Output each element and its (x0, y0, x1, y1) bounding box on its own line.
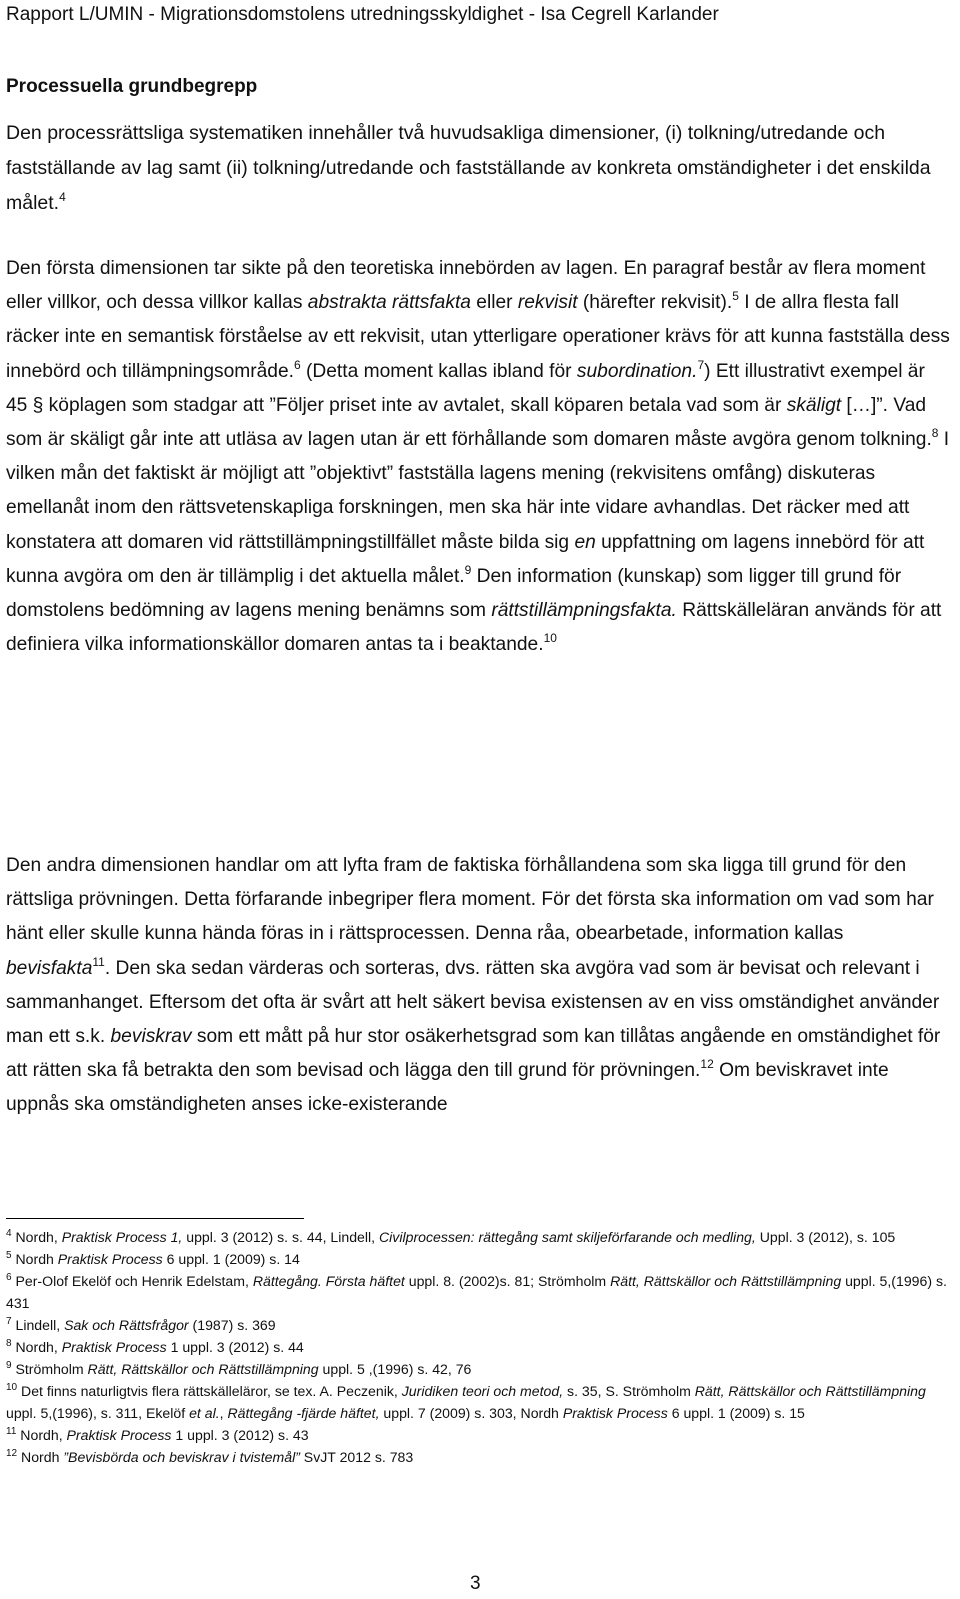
footnote-8 (6, 1336, 951, 1358)
italic-title: Rätt, Rättskällor och Rättstillämpning (610, 1273, 842, 1289)
text-run: 1 uppl. 3 (2012) s. 43 (171, 1427, 309, 1443)
footnote-separator (6, 1218, 304, 1219)
text-run: uppl. 5,(1996) s. 431 (6, 1273, 947, 1311)
text-run: Nordh, (16, 1427, 67, 1443)
italic-term: beviskrav (110, 1026, 192, 1048)
footnote-number: 10 (6, 1382, 18, 1393)
text-run: I vilken mån det faktiskt är möjligt att ”objektivt” fastställa lagens mening (rekvisitens omfång) diskuteras emellanåt inom den rättsvetenskapliga forskningen, men ska här inte vidare avhandlas. Det räcker med att konstatera att domaren vid rättstillämpningstillfället måste bilda sig (6, 429, 950, 553)
text-run: eller (470, 292, 518, 314)
italic-title: Rätt, Rättskällor och Rättstillämpning (694, 1383, 926, 1399)
text-run: , (219, 1405, 228, 1421)
intro-paragraph (6, 116, 951, 221)
footnote-ref-7[interactable]: 7 (697, 357, 705, 372)
text-run: uppl. 5 ,(1996) s. 42, 76 (318, 1361, 472, 1377)
section-heading: Processuella grundbegrepp (6, 76, 258, 97)
footnote-ref-9[interactable]: 9 (464, 562, 472, 577)
italic-title: Civilprocessen: rättegång samt skiljeförfarande och medling, (378, 1229, 756, 1245)
text-run: . Den ska sedan värderas och sorteras, dvs. rätten ska avgöra vad som är bevisat och relevant i sammanhanget. Eftersom det ofta är svårt att helt säkert bevisa existensen av en viss omständighet använder man ett s.k. (6, 957, 940, 1048)
text-run: s. 35, S. Strömholm (563, 1383, 695, 1399)
page-number: 3 (470, 1573, 481, 1594)
text-run: Den information (kunskap) som ligger till grund för domstolens bedömning av lagens mening benämns som (6, 565, 902, 622)
text-run: uppl. 8. (2002)s. 81; Strömholm (404, 1273, 611, 1289)
footnotes (6, 1226, 951, 1468)
italic-title: Rättegång. Första häftet (252, 1273, 405, 1289)
text-run: Lindell, (11, 1317, 65, 1333)
footnote-ref-6[interactable]: 6 (293, 357, 301, 372)
footnote-number: 6 (6, 1272, 12, 1283)
footnote-ref-11[interactable]: 11 (92, 954, 105, 969)
footnote-number: 4 (6, 1228, 12, 1239)
text-run: Nordh, (11, 1339, 62, 1355)
text-run: En paragraf består av flera moment eller villkor, och dessa villkor kallas (6, 258, 926, 314)
intro-text: Den processrättsliga systematiken innehåller två huvudsakliga dimensioner, (i) tolkning/utredande och fastställande av lag samt (ii) tolkning/utredande och fastställande av konkreta omständigheter i det enskilda målet. (6, 122, 931, 214)
footnote-ref-12[interactable]: 12 (700, 1057, 714, 1072)
italic-term: skäligt (786, 394, 842, 416)
text-run: Den andra dimensionen handlar om att lyfta fram de faktiska förhållandena som ska ligga till grund för den rättsliga prövningen. Detta förfarande inbegriper flera moment. För det första ska information om vad som har hänt eller skulle kunna hända föras in i rättsprocessen. Denna råa, obearbetade, information kallas (6, 855, 934, 945)
italic-term: rekvisit (517, 292, 578, 314)
footnote-5 (6, 1248, 951, 1270)
text-run: Den första dimensionen tar sikte på den teoretiska innebörden av lagen. (6, 258, 619, 279)
footnote-12 (6, 1446, 951, 1468)
text-run: 6 uppl. 1 (2009) s. 15 (667, 1405, 805, 1421)
first-dimension-paragraph (6, 252, 951, 662)
italic-title: Rättegång -fjärde häftet, (227, 1405, 380, 1421)
running-header: Rapport L/UMIN - Migrationsdomstolens utredningsskyldighet - Isa Cegrell Karlander (6, 4, 719, 25)
footnote-4 (6, 1226, 951, 1248)
footnote-ref-8[interactable]: 8 (931, 426, 939, 441)
text-run: som ett mått på hur stor osäkerhetsgrad som kan tillåtas angående en omständighet för att rätten ska få betrakta den som bevisad och lägga den till grund för prövningen. (6, 1026, 941, 1082)
footnote-number: 7 (6, 1316, 12, 1327)
footnote-number: 12 (6, 1448, 18, 1459)
italic-term: bevisfakta (6, 957, 93, 979)
text-run: (Detta moment kallas ibland för (300, 360, 577, 382)
footnote-9 (6, 1358, 951, 1380)
second-dimension-paragraph (6, 849, 951, 1123)
text-run: uppl. 3 (2012) s. s. 44, Lindell, (182, 1229, 379, 1245)
text-run: Nordh (11, 1251, 58, 1267)
text-run: uppfattning om lagens innebörd för att kunna avgöra om den är tillämplig i det aktuella målet. (6, 531, 925, 587)
italic-term: rättstillämpningsfakta. (491, 600, 677, 622)
footnote-number: 8 (6, 1338, 12, 1349)
footnote-ref-5[interactable]: 5 (732, 289, 739, 304)
footnote-number: 5 (6, 1250, 12, 1261)
text-run: Per-Olof Ekelöf och Henrik Edelstam, (11, 1273, 253, 1289)
italic-title: Praktisk Process 1, (61, 1229, 183, 1245)
text-run: […]”. Vad som är skäligt går inte att utläsa av lagen utan är ett förhållande som domaren måste avgöra genom tolkning. (6, 394, 932, 451)
footnote-7 (6, 1314, 951, 1336)
text-run: uppl. 7 (2009) s. 303, Nordh (379, 1405, 563, 1421)
text-run: SvJT 2012 s. 783 (299, 1449, 414, 1465)
italic-title: ”Bevisbörda och beviskrav i tvistemål” (63, 1449, 300, 1465)
footnote-number: 11 (6, 1426, 17, 1437)
italic-title: Praktisk Process (562, 1405, 668, 1421)
footnote-6 (6, 1270, 951, 1314)
text-run: 6 uppl. 1 (2009) s. 14 (162, 1251, 300, 1267)
text-run: Nordh, (11, 1229, 62, 1245)
footnote-number: 9 (6, 1360, 12, 1371)
footnote-ref-10[interactable]: 10 (543, 631, 557, 646)
text-run: I de allra flesta fall räcker inte en semantisk förståelse av ett rekvisit, utan ytterligare operationer krävs för att kunna fastställa dess innebörd och tillämpningsområde. (6, 292, 950, 382)
footnote-10 (6, 1380, 951, 1424)
text-run: uppl. 5,(1996), s. 311, Ekelöf (6, 1405, 190, 1421)
italic-term: subordination. (576, 360, 698, 382)
text-run: Uppl. 3 (2012), s. 105 (755, 1229, 896, 1245)
italic-title: Praktisk Process (57, 1251, 163, 1267)
italic-title: Rätt, Rättskällor och Rättstillämpning (87, 1361, 319, 1377)
text-run: Det finns naturligtvis flera rättskälleläror, se tex. A. Peczenik, (17, 1383, 402, 1399)
italic-term: en (574, 531, 596, 553)
italic-title: Praktisk Process (61, 1339, 167, 1355)
text-run: Om beviskravet inte uppnås ska omständigheten anses icke-existerande (6, 1060, 889, 1116)
text-run: 1 uppl. 3 (2012) s. 44 (166, 1339, 304, 1355)
text-run: Nordh (17, 1449, 64, 1465)
footnote-11 (6, 1424, 951, 1446)
italic-term: abstrakta rättsfakta (307, 292, 471, 314)
text-run: (1987) s. 369 (188, 1317, 276, 1333)
italic-title: Sak och Rättsfrågor (64, 1317, 189, 1333)
text-run: Rättskälleläran används för att definiera vilka informationskällor domaren antas ta i beaktande. (6, 600, 942, 656)
italic-title: Juridiken teori och metod, (401, 1383, 564, 1399)
footnote-ref-4[interactable]: 4 (59, 190, 66, 204)
text-run: (härefter rekvisit). (577, 292, 733, 314)
text-run: Strömholm (11, 1361, 88, 1377)
italic-title: Praktisk Process (66, 1427, 172, 1443)
italic-title: et al. (189, 1405, 220, 1421)
text-run: ) Ett illustrativt exempel är 45 § köplagen som stadgar att ”Följer priset inte av avtalet, skall köparen betala vad som är (6, 360, 925, 416)
